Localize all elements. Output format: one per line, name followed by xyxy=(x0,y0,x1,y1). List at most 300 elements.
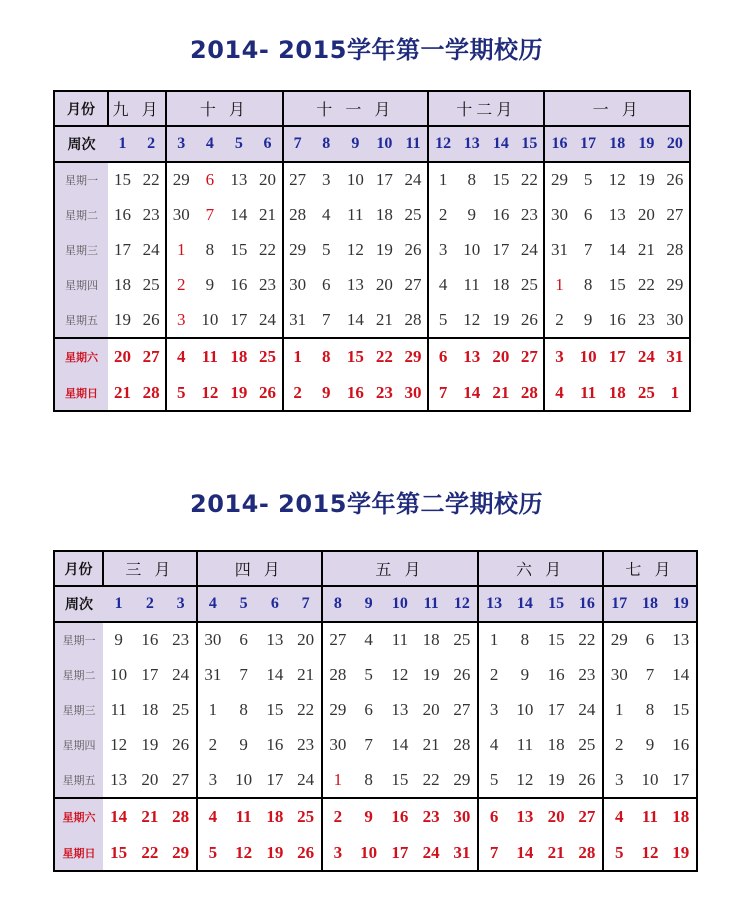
date: 6 xyxy=(364,699,373,719)
weekend-date: 4 xyxy=(544,376,573,411)
date: 12 xyxy=(346,239,364,259)
weekend-date: 27 xyxy=(142,347,160,367)
week-number: 18 xyxy=(603,126,632,161)
weekend-date: 28 xyxy=(520,382,538,402)
date: 12 xyxy=(516,770,534,790)
date: 5 xyxy=(364,664,373,684)
date: 8 xyxy=(205,239,215,259)
date: 29 xyxy=(544,162,573,197)
weekend-date: 24 xyxy=(637,347,655,367)
date: 7 xyxy=(583,239,593,259)
weekend-date: 18 xyxy=(608,382,626,402)
weekend-date: 26 xyxy=(297,842,315,862)
weekend-date: 17 xyxy=(608,347,626,367)
week-number: 16 xyxy=(572,586,603,621)
weekend-date: 25 xyxy=(637,382,655,402)
weekend-date: 28 xyxy=(578,842,596,862)
weekend-date: 27 xyxy=(520,347,538,367)
date: 19 xyxy=(547,770,565,790)
date: 15 xyxy=(492,169,510,189)
week-number: 11 xyxy=(416,586,447,621)
date: 8 xyxy=(467,169,476,189)
holiday-date: 7 xyxy=(205,204,215,224)
date: 6 xyxy=(321,275,331,295)
weekend-date: 19 xyxy=(266,842,284,862)
weekend-date: 14 xyxy=(110,807,128,827)
date: 26 xyxy=(404,239,422,259)
weekday-label: 星期三 xyxy=(54,232,108,267)
date: 19 xyxy=(141,735,159,755)
month-header-label: 月份 xyxy=(54,551,103,586)
weekday-label: 星期一 xyxy=(54,622,103,657)
date: 25 xyxy=(142,275,160,295)
date: 24 xyxy=(297,770,315,790)
weekend-date: 15 xyxy=(346,347,364,367)
weekend-date: 13 xyxy=(463,347,481,367)
date: 18 xyxy=(375,204,393,224)
date: 28 xyxy=(666,239,684,259)
date: 14 xyxy=(608,239,626,259)
weekend-date: 12 xyxy=(641,842,659,862)
date: 14 xyxy=(230,204,248,224)
weekend-date: 25 xyxy=(297,807,315,827)
weekend-date: 30 xyxy=(404,382,422,402)
weekend-date: 28 xyxy=(172,807,190,827)
date: 17 xyxy=(141,664,159,684)
date: 17 xyxy=(114,239,132,259)
date: 3 xyxy=(428,232,457,267)
date: 2 xyxy=(544,303,573,338)
weekend-date: 4 xyxy=(166,338,195,375)
date: 10 xyxy=(463,239,481,259)
date: 19 xyxy=(422,664,440,684)
weekend-date: 4 xyxy=(603,798,634,835)
week-number: 1 xyxy=(108,126,137,161)
week-number: 12 xyxy=(447,586,478,621)
date: 2 xyxy=(197,728,228,763)
date: 16 xyxy=(492,204,510,224)
date: 24 xyxy=(578,699,596,719)
date: 24 xyxy=(404,169,422,189)
week-number: 2 xyxy=(137,126,166,161)
date: 22 xyxy=(297,699,315,719)
week-number: 19 xyxy=(666,586,697,621)
weekend-date: 14 xyxy=(463,382,481,402)
week-number: 6 xyxy=(253,126,282,161)
date: 9 xyxy=(520,664,530,684)
week-number: 5 xyxy=(224,126,253,161)
date: 10 xyxy=(201,310,219,330)
date: 23 xyxy=(142,204,160,224)
holiday-date: 6 xyxy=(205,169,215,189)
weekend-date: 28 xyxy=(142,382,160,402)
date: 18 xyxy=(547,735,565,755)
date: 25 xyxy=(404,204,422,224)
weekend-date: 20 xyxy=(114,347,132,367)
weekend-date: 16 xyxy=(346,382,364,402)
date: 1 xyxy=(197,692,228,727)
date: 19 xyxy=(492,310,510,330)
date: 24 xyxy=(172,664,190,684)
weekend-date: 20 xyxy=(492,347,510,367)
date: 21 xyxy=(422,735,440,755)
weekend-date: 5 xyxy=(166,376,195,411)
date: 8 xyxy=(645,699,655,719)
date: 23 xyxy=(637,310,655,330)
weekday-label: 星期二 xyxy=(54,657,103,692)
date: 9 xyxy=(205,275,215,295)
date: 28 xyxy=(322,657,353,692)
date: 10 xyxy=(346,169,364,189)
date: 6 xyxy=(239,629,248,649)
weekend-date: 21 xyxy=(547,842,565,862)
weekend-date: 15 xyxy=(110,842,128,862)
date: 15 xyxy=(114,169,132,189)
date: 9 xyxy=(467,204,476,224)
week-number: 12 xyxy=(428,126,457,161)
date: 18 xyxy=(492,275,510,295)
date: 15 xyxy=(230,239,248,259)
week-number: 8 xyxy=(312,126,341,161)
date: 17 xyxy=(492,239,510,259)
weekend-date: 29 xyxy=(172,842,190,862)
holiday-date: 1 xyxy=(166,232,195,267)
weekday-label: 星期三 xyxy=(54,692,103,727)
date: 8 xyxy=(364,770,373,790)
weekend-label: 星期日 xyxy=(54,376,108,411)
date: 2 xyxy=(478,657,509,692)
date: 6 xyxy=(645,629,655,649)
date: 28 xyxy=(283,197,312,232)
date: 27 xyxy=(404,275,422,295)
date: 26 xyxy=(666,169,684,189)
month-label: 十二月 xyxy=(428,91,544,126)
date: 6 xyxy=(583,204,593,224)
holiday-date: 3 xyxy=(166,303,195,338)
date: 10 xyxy=(641,770,659,790)
weekend-date: 19 xyxy=(230,382,248,402)
date: 31 xyxy=(283,303,312,338)
date: 15 xyxy=(547,629,565,649)
date: 20 xyxy=(141,770,159,790)
date: 10 xyxy=(516,699,534,719)
date: 21 xyxy=(259,204,277,224)
date: 29 xyxy=(453,770,471,790)
weekend-date: 11 xyxy=(580,382,597,402)
date: 16 xyxy=(114,204,132,224)
weekend-date: 18 xyxy=(266,807,284,827)
date: 4 xyxy=(478,728,509,763)
week-number: 4 xyxy=(197,586,228,621)
weekend-date: 10 xyxy=(360,842,378,862)
date: 27 xyxy=(666,204,684,224)
weekend-date: 9 xyxy=(321,382,331,402)
date: 22 xyxy=(142,169,160,189)
date: 15 xyxy=(672,699,690,719)
week-number: 14 xyxy=(509,586,540,621)
week-number: 3 xyxy=(166,126,195,161)
date: 11 xyxy=(110,699,127,719)
weekday-label: 星期一 xyxy=(54,162,108,197)
date: 16 xyxy=(608,310,626,330)
date: 7 xyxy=(321,310,331,330)
date: 27 xyxy=(172,770,190,790)
weekday-label: 星期五 xyxy=(54,303,108,338)
date: 3 xyxy=(603,763,634,798)
weekend-date: 25 xyxy=(259,347,277,367)
weekend-date: 31 xyxy=(453,842,471,862)
weekend-label: 星期六 xyxy=(54,798,103,835)
weekday-label: 星期四 xyxy=(54,268,108,303)
date: 18 xyxy=(114,275,132,295)
date: 2 xyxy=(603,728,634,763)
date: 16 xyxy=(547,664,565,684)
weekend-date: 6 xyxy=(428,338,457,375)
date: 10 xyxy=(110,664,128,684)
date: 3 xyxy=(197,763,228,798)
date: 22 xyxy=(422,770,440,790)
date: 13 xyxy=(672,629,690,649)
date: 9 xyxy=(645,735,655,755)
weekend-date: 27 xyxy=(578,807,596,827)
date: 15 xyxy=(266,699,284,719)
holiday-date: 2 xyxy=(166,268,195,303)
date: 9 xyxy=(239,735,248,755)
date: 19 xyxy=(114,310,132,330)
date: 16 xyxy=(672,735,690,755)
weekday-label: 星期四 xyxy=(54,728,103,763)
date: 11 xyxy=(516,735,534,755)
date: 11 xyxy=(463,275,480,295)
date: 29 xyxy=(166,162,195,197)
weekend-date: 23 xyxy=(422,807,440,827)
week-number: 8 xyxy=(322,586,353,621)
month-label: 五 月 xyxy=(322,551,478,586)
date: 16 xyxy=(230,275,248,295)
date: 29 xyxy=(322,692,353,727)
date: 28 xyxy=(453,735,471,755)
date: 24 xyxy=(520,239,538,259)
date: 16 xyxy=(141,629,159,649)
month-label: 四 月 xyxy=(197,551,322,586)
week-number: 7 xyxy=(291,586,322,621)
weekend-date: 12 xyxy=(201,382,219,402)
date: 31 xyxy=(544,232,573,267)
date: 19 xyxy=(637,169,655,189)
date: 5 xyxy=(583,169,593,189)
date: 13 xyxy=(230,169,248,189)
date: 17 xyxy=(230,310,248,330)
week-number: 14 xyxy=(486,126,515,161)
holiday-date: 1 xyxy=(322,763,353,798)
date: 26 xyxy=(520,310,538,330)
week-header-label: 周次 xyxy=(54,586,103,621)
weekday-label: 星期五 xyxy=(54,763,103,798)
weekend-date: 13 xyxy=(516,807,534,827)
date: 7 xyxy=(645,664,655,684)
week-number: 5 xyxy=(228,586,259,621)
date: 23 xyxy=(520,204,538,224)
calendar-1-title: 2014- 2015学年第一学期校历 xyxy=(190,36,543,64)
week-number: 15 xyxy=(541,586,572,621)
weekend-date: 21 xyxy=(492,382,510,402)
weekend-date: 26 xyxy=(259,382,277,402)
week-number: 10 xyxy=(384,586,415,621)
date: 8 xyxy=(520,629,530,649)
date: 24 xyxy=(259,310,277,330)
weekend-date: 21 xyxy=(114,382,132,402)
date: 12 xyxy=(110,735,128,755)
week-number: 11 xyxy=(399,126,428,161)
month-label: 九 月 xyxy=(108,91,166,126)
date: 25 xyxy=(453,629,471,649)
weekend-date: 20 xyxy=(547,807,565,827)
date: 18 xyxy=(141,699,159,719)
weekend-label: 星期六 xyxy=(54,338,108,375)
date: 9 xyxy=(114,629,123,649)
date: 11 xyxy=(347,204,364,224)
date: 27 xyxy=(453,699,471,719)
date: 12 xyxy=(391,664,409,684)
date: 30 xyxy=(544,197,573,232)
date: 26 xyxy=(453,664,471,684)
date: 2 xyxy=(428,197,457,232)
week-number: 1 xyxy=(103,586,134,621)
calendar-2-title: 2014- 2015学年第二学期校历 xyxy=(190,490,543,518)
weekend-date: 12 xyxy=(235,842,253,862)
weekend-date: 8 xyxy=(321,347,331,367)
week-number: 17 xyxy=(603,586,634,621)
week-number: 17 xyxy=(574,126,603,161)
month-label: 七 月 xyxy=(603,551,697,586)
date: 5 xyxy=(478,763,509,798)
weekend-date: 21 xyxy=(141,807,159,827)
weekend-date: 31 xyxy=(666,347,684,367)
date: 20 xyxy=(637,204,655,224)
date: 21 xyxy=(297,664,315,684)
date: 20 xyxy=(422,699,440,719)
holiday-date: 1 xyxy=(544,268,573,303)
weekend-date: 23 xyxy=(375,382,393,402)
date: 14 xyxy=(672,664,690,684)
date: 25 xyxy=(578,735,596,755)
weekday-label: 星期二 xyxy=(54,197,108,232)
weekend-date: 4 xyxy=(197,798,228,835)
weekend-date: 11 xyxy=(201,347,218,367)
week-number: 4 xyxy=(195,126,224,161)
month-header-label: 月份 xyxy=(54,91,108,126)
date: 25 xyxy=(520,275,538,295)
weekend-date: 11 xyxy=(641,807,658,827)
date: 17 xyxy=(266,770,284,790)
date: 7 xyxy=(239,664,248,684)
date: 22 xyxy=(637,275,655,295)
date: 23 xyxy=(297,735,315,755)
date: 16 xyxy=(266,735,284,755)
date: 13 xyxy=(266,629,284,649)
date: 30 xyxy=(603,657,634,692)
date: 17 xyxy=(547,699,565,719)
weekend-date: 1 xyxy=(670,382,680,402)
date: 17 xyxy=(672,770,690,790)
date: 22 xyxy=(578,629,596,649)
date: 8 xyxy=(583,275,593,295)
weekend-date: 19 xyxy=(672,842,690,862)
date: 30 xyxy=(283,268,312,303)
date: 30 xyxy=(666,310,684,330)
date: 21 xyxy=(637,239,655,259)
date: 10 xyxy=(235,770,253,790)
date: 3 xyxy=(478,692,509,727)
date: 21 xyxy=(375,310,393,330)
date: 13 xyxy=(608,204,626,224)
date: 25 xyxy=(172,699,190,719)
week-number: 10 xyxy=(370,126,399,161)
week-number: 9 xyxy=(341,126,370,161)
weekend-date: 5 xyxy=(197,836,228,871)
weekend-date: 3 xyxy=(322,836,353,871)
month-label: 三 月 xyxy=(103,551,197,586)
weekend-date: 10 xyxy=(579,347,597,367)
date: 23 xyxy=(578,664,596,684)
weekend-date: 18 xyxy=(672,807,690,827)
weekend-date: 9 xyxy=(364,807,373,827)
date: 26 xyxy=(142,310,160,330)
date: 14 xyxy=(346,310,364,330)
date: 20 xyxy=(297,629,315,649)
weekend-date: 22 xyxy=(141,842,159,862)
weekend-date: 2 xyxy=(283,376,312,411)
date: 26 xyxy=(172,735,190,755)
date: 13 xyxy=(346,275,364,295)
date: 18 xyxy=(422,629,440,649)
weekend-date: 7 xyxy=(428,376,457,411)
weekend-date: 30 xyxy=(453,807,471,827)
date: 22 xyxy=(259,239,277,259)
date: 30 xyxy=(166,197,195,232)
week-number: 7 xyxy=(283,126,312,161)
date: 31 xyxy=(197,657,228,692)
date: 20 xyxy=(375,275,393,295)
weekend-date: 16 xyxy=(391,807,409,827)
weekend-date: 29 xyxy=(404,347,422,367)
date: 11 xyxy=(391,629,409,649)
date: 24 xyxy=(142,239,160,259)
week-number: 6 xyxy=(259,586,290,621)
date: 15 xyxy=(391,770,409,790)
date: 22 xyxy=(520,169,538,189)
weekend-date: 2 xyxy=(322,798,353,835)
date: 27 xyxy=(283,162,312,197)
date: 23 xyxy=(259,275,277,295)
date: 12 xyxy=(608,169,626,189)
date: 13 xyxy=(110,770,128,790)
week-header-label: 周次 xyxy=(54,126,108,161)
month-label: 一 月 xyxy=(544,91,689,126)
date: 5 xyxy=(321,239,331,259)
date: 9 xyxy=(583,310,593,330)
week-number: 20 xyxy=(661,126,690,161)
week-number: 13 xyxy=(457,126,486,161)
weekend-date: 5 xyxy=(603,836,634,871)
month-label: 十 月 xyxy=(166,91,282,126)
date: 14 xyxy=(266,664,284,684)
date: 1 xyxy=(428,162,457,197)
month-label: 六 月 xyxy=(478,551,603,586)
weekend-date: 7 xyxy=(478,836,509,871)
weekend-date: 11 xyxy=(235,807,252,827)
date: 14 xyxy=(391,735,409,755)
